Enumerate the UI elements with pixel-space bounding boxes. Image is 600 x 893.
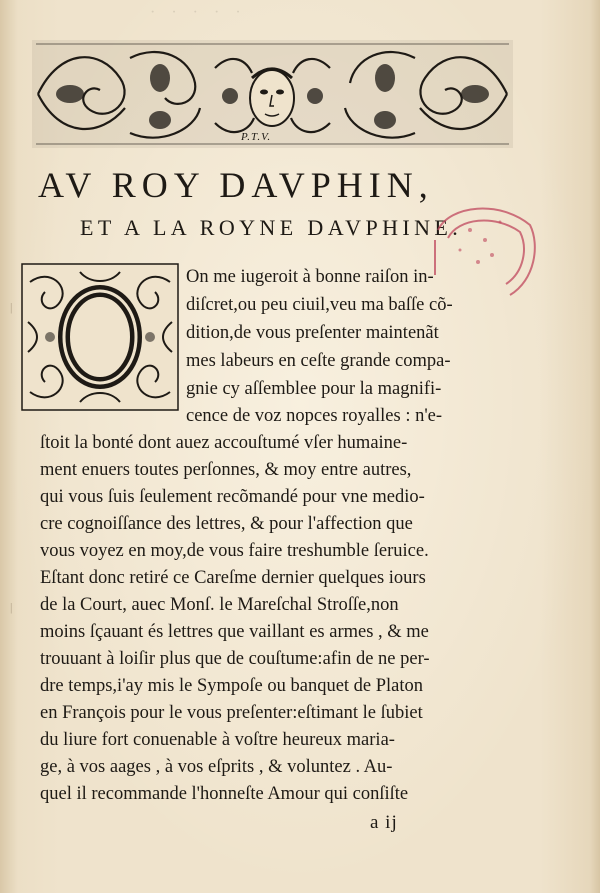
text-line: Eſtant donc retiré ce Careſme dernier quelques iours (40, 568, 426, 588)
text-line: dre temps,i'ay mis le Sympoſe ou banquet de Platon (40, 676, 424, 696)
text-line: ſtoit la bonté dont auez accouſtumé vſer humaine- (40, 433, 408, 453)
text-line: de la Court, auec Monſ. le Mareſchal Stroſſe,non (40, 595, 399, 615)
signature-mark: a ij (370, 812, 398, 833)
text-line: diſcret,ou peu ciuil,veu ma baſſe cõ- (186, 295, 453, 315)
text-line: trouuant à loiſir plus que de couſtume:afin de ne per- (40, 649, 430, 669)
library-stamp (430, 200, 540, 300)
text-line: en François pour le vous preſenter:eſtimant le ſubiet (40, 703, 423, 723)
heading-line-2: ET A LA ROYNE DAVPHINE. (80, 215, 463, 240)
margin-mark: | (10, 300, 13, 314)
ornamental-headpiece (30, 38, 515, 150)
text-line: gnie cy aſſemblee pour la magnifi- (186, 379, 442, 399)
text-line: ge, à vos aages , à vos eſprits , & voluntez . Au- (40, 757, 393, 777)
text-line: cence de voz nopces royalles : n'e- (186, 406, 443, 426)
text-line: ment enuers toutes perſonnes, & moy entre autres, (40, 460, 412, 480)
decorated-initial (20, 262, 180, 412)
text-line: mes labeurs en ceſte grande compa- (186, 351, 451, 371)
margin-mark: | (10, 600, 13, 614)
text-line: cre cognoiſſance des lettres, & pour l'affection que (40, 514, 413, 534)
text-line: On me iugeroit à bonne raiſon in- (186, 267, 434, 287)
heading-line-1: AV ROY DAVPHIN, (38, 165, 434, 205)
text-line: qui vous ſuis ſeulement recõmandé pour vne medio- (40, 487, 425, 507)
text-line: vous voyez en moy,de vous faire treshumble ſeruice. (40, 541, 429, 561)
headpiece-signature: P.T.V. (241, 131, 272, 143)
text-line: dition,de vous preſenter maintenãt (186, 323, 439, 343)
text-line: du liure fort conuenable à voſtre heureux maria- (40, 730, 395, 750)
show-through-text: · · · · · (150, 4, 247, 21)
text-line: quel il recommande l'honneſte Amour qui conſiſte (40, 784, 409, 804)
text-line: moins ſçauant és lettres que vaillant es armes , & me (40, 622, 429, 642)
